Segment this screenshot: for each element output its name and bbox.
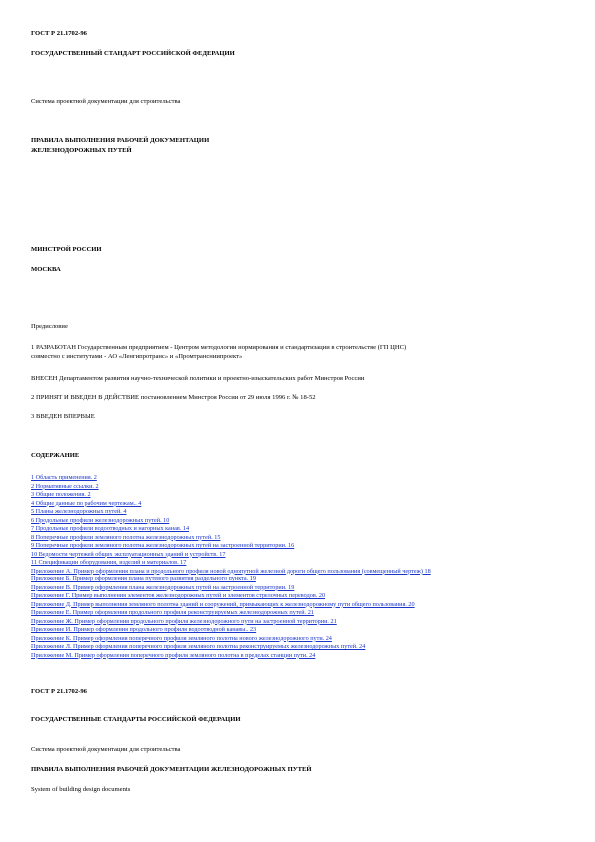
toc-link[interactable]: 3 Общие положения. 2 bbox=[31, 491, 91, 498]
toc-link[interactable]: 2 Нормативные ссылки. 2 bbox=[31, 482, 99, 490]
toc-link[interactable]: 1 Область применения. 2 bbox=[31, 474, 97, 481]
toc-link[interactable]: 8 Поперечные профили земляного полотна железнодорожных путей. 15 bbox=[31, 533, 221, 541]
publisher: МИНСТРОЙ РОССИИ bbox=[31, 246, 102, 253]
preface-paragraph-1-line-2: совместно с институтами - АО «Ленгипротранс» и «Промтрансниипроект» bbox=[31, 353, 243, 360]
toc-link[interactable]: Приложение А. Пример оформления плана и продольного профиля новой однопутной железной дороги общего пользования (совмещенный чертеж) 18 bbox=[31, 567, 431, 575]
toc-link[interactable]: 11 Спецификации оборудования, изделий и материалов. 17 bbox=[31, 559, 187, 566]
toc-link[interactable]: Приложение К. Пример оформления поперечного профиля земляного полотна нового железнодорожного пути. 24 bbox=[31, 634, 332, 642]
toc-link[interactable]: Приложение Б. Пример оформления плана путевого развития раздельного пункта. 19 bbox=[31, 575, 256, 583]
toc-link[interactable]: Приложение И. Пример оформления продольного профиля водоотводной канавы.. 23 bbox=[31, 626, 257, 634]
document-title-line-1: ПРАВИЛА ВЫПОЛНЕНИЯ РАБОЧЕЙ ДОКУМЕНТАЦИИ bbox=[31, 137, 210, 144]
second-standard-code: ГОСТ Р 21.1702-96 bbox=[31, 688, 87, 695]
toc-link[interactable]: Приложение Ж. Пример оформления продольного профиля железнодорожного пути на застроенной территории. 21 bbox=[31, 617, 337, 625]
state-standard-heading: ГОСУДАРСТВЕННЫЙ СТАНДАРТ РОССИЙСКОЙ ФЕДЕРАЦИИ bbox=[31, 50, 235, 57]
preface-heading: Предисловие bbox=[31, 323, 68, 330]
toc-link[interactable]: 7 Продольные профили водоотводных и нагорных канав. 14 bbox=[31, 525, 190, 532]
toc-link[interactable]: Приложение М. Пример оформления поперечного профиля земляного полотна в пределах станции пути. 24 bbox=[31, 651, 316, 659]
second-system-title: Система проектной документации для строительства bbox=[31, 746, 181, 753]
second-document-title: ПРАВИЛА ВЫПОЛНЕНИЯ РАБОЧЕЙ ДОКУМЕНТАЦИИ ЖЕЛЕЗНОДОРОЖНЫХ ПУТЕЙ bbox=[31, 766, 312, 773]
toc-link[interactable]: Приложение Е. Пример оформления продольного профиля реконструируемых железнодорожных путей. 21 bbox=[31, 609, 314, 617]
system-title: Система проектной документации для строительства bbox=[31, 98, 181, 105]
standard-code: ГОСТ Р 21.1702-96 bbox=[31, 30, 87, 37]
toc-link[interactable]: 5 Планы железнодорожных путей. 4 bbox=[31, 508, 127, 515]
toc-link[interactable]: 4 Общие данные по рабочим чертежам.. 4 bbox=[31, 499, 142, 507]
contents-heading: СОДЕРЖАНИЕ bbox=[31, 452, 80, 459]
state-standards-heading: ГОСУДАРСТВЕННЫЕ СТАНДАРТЫ РОССИЙСКОЙ ФЕДЕРАЦИИ bbox=[31, 716, 241, 723]
toc-link[interactable]: 6 Продольные профили железнодорожных путей. 10 bbox=[31, 516, 170, 524]
toc-link[interactable]: Приложение Г. Пример выполнения элементов железнодорожных путей и элементов стрелочных переводов. 20 bbox=[31, 592, 326, 600]
toc-link[interactable]: Приложение Л. Пример оформления поперечного профиля земляного полотна реконструируемых железнодорожных путей. 24 bbox=[31, 643, 366, 651]
preface-paragraph-3: 2 ПРИНЯТ И ВВЕДЕН В ДЕЙСТВИЕ постановлением Минстроя России от 29 июля 1996 г. № 18-52 bbox=[31, 394, 316, 401]
english-title: System of building design documents bbox=[31, 786, 131, 793]
preface-paragraph-1-line-1: 1 РАЗРАБОТАН Государственным предприятием - Центром методологии нормирования и стандартизации в строительстве (ГП ЦНС) bbox=[31, 344, 407, 351]
preface-paragraph-2: ВНЕСЕН Департаментом развития научно-технической политики и проектно-изыскательских работ Минстроя России bbox=[31, 375, 365, 382]
toc-link[interactable]: Приложение В. Пример оформления плана железнодорожных путей на застроенной территории. 19 bbox=[31, 583, 295, 591]
table-of-contents bbox=[31, 474, 591, 660]
toc-link[interactable]: Приложение Д. Пример выполнения земляного полотна зданий и сооружений, примыкающих к железнодорожному пути общего пользования. 20 bbox=[31, 600, 415, 608]
toc-link[interactable]: 10 Ведомости чертежей общих эксплуатационных зданий и устройств. 17 bbox=[31, 550, 226, 558]
city: МОСКВА bbox=[31, 266, 61, 273]
preface-paragraph-4: 3 ВВЕДЕН ВПЕРВЫЕ bbox=[31, 413, 95, 420]
document-title-line-2: ЖЕЛЕЗНОДОРОЖНЫХ ПУТЕЙ bbox=[31, 147, 132, 154]
toc-link[interactable]: 9 Поперечные профили земляного полотна железнодорожных путей на застроенной территории. 16 bbox=[31, 542, 295, 549]
